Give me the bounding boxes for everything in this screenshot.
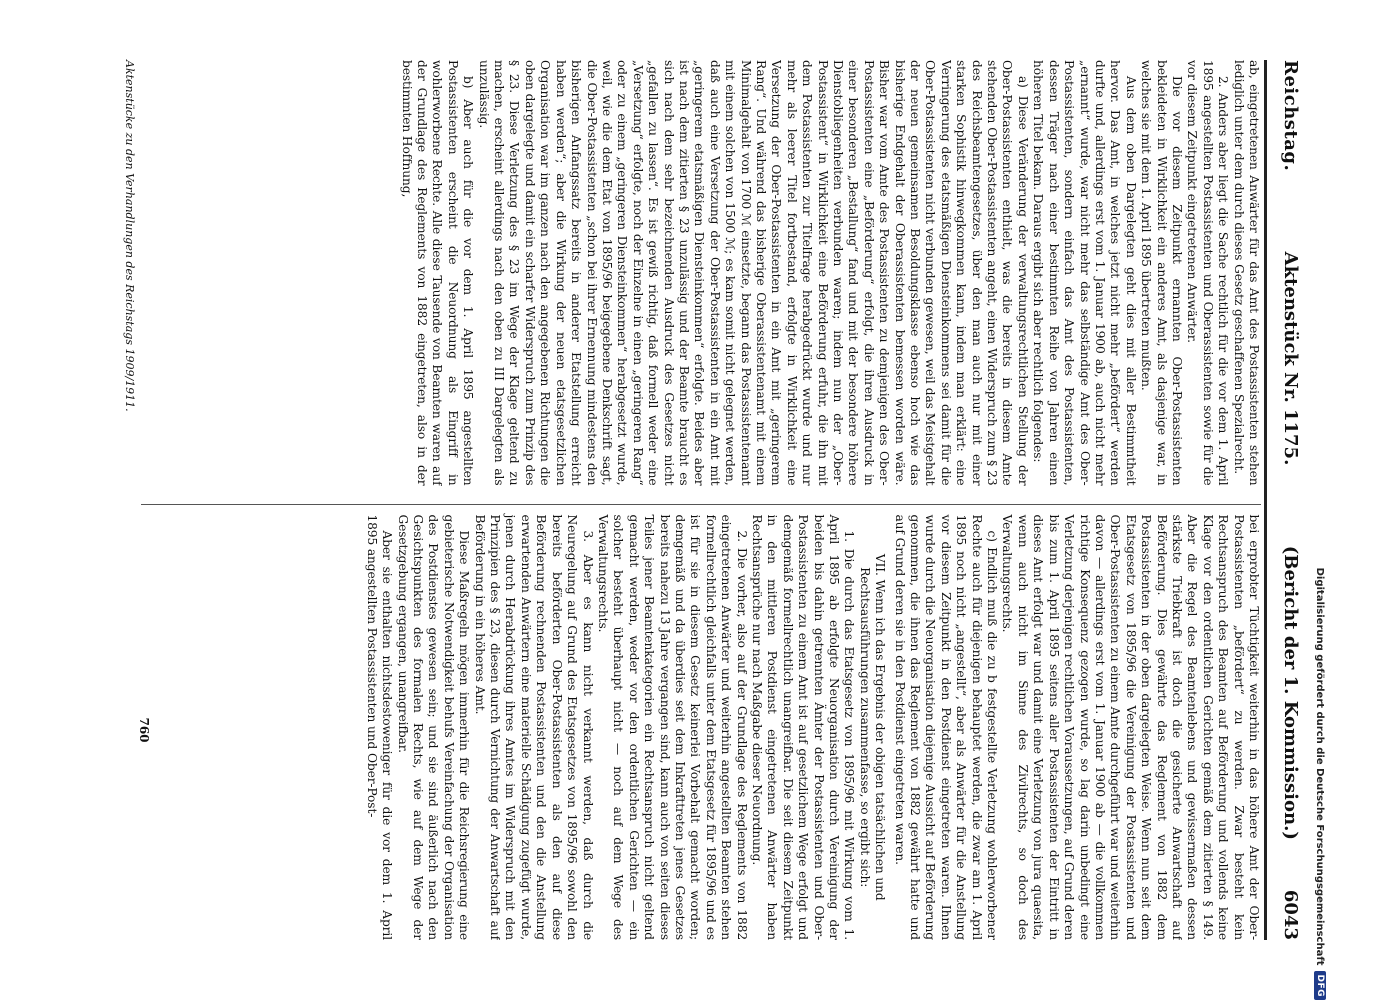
page-content xyxy=(1,60,1301,940)
paragraph: 1. Die durch das Etatsgesetz von 1895/96 mit Wirkung vom 1. April 1895 ab erfolgte Neuorganisation durch Vereinigung der beiden bis dahin getrennten Ämter der Postassistenten und Ober-Postassistenten zu einem Amt ist auf gesetzlichem Wege erfolgt und demgemäß formellrechtlich unangreifbar. Die seit diesem Zeitpunkt in den mittleren Postdienst eingetretenen Anwärter haben Rechtsansprüche nur nach Maßgabe dieser Neuordnung. xyxy=(750,514,857,940)
header-rule xyxy=(1264,60,1267,940)
paragraph: b) Aber auch für die vor dem 1. April 1895 angestellten Postassistenten erscheint die Neuordnung als Eingriff in wohlerworbene Rechte. Alle diese Tausende von Beamten waren auf der Grundlage des Reglements von 1882 eingetreten, also in der bestimmten Hoffnung, xyxy=(399,60,476,486)
header-right-group xyxy=(1280,546,1301,940)
header-section-title: (Bericht der 1. Kommission.) xyxy=(1280,545,1301,840)
header-document-number: Aktenstück Nr. 1175. xyxy=(1280,251,1301,466)
paragraph: 2. Die vorher, also auf der Grundlage des Reglements von 1882 eingetretenen Anwärter und weiterhin angestellten Beamten stehen formellrechtlich gleichfalls unter dem Etatsgesetz für 1895/96 und es ist für sie in diesem Gesetz keinerlei Vorbehalt gemacht worden; demgemäß und da überdies seit dem Inkrafttreten jenes Gesetzes bereits nahezu 13 Jahre vergangen sind, kann auch von seiten dieses Teiles jener Beamtenkategorien ein Rechtsanspruch nicht geltend gemacht werden, weder vor den ordentlichen Gerichten — ein solcher besteht überhaupt nicht — noch auf dem Wege des Verwaltungsrechts. xyxy=(595,514,749,940)
paragraph: Aus dem oben Dargelegten geht dies mit aller Bestimmtheit hervor. Das Amt, in welches jetzt nicht mehr „befördert“ werden durfte und, allerdings erst vom 1. Januar 1900 ab, auch nicht mehr „ernannt“ wurde, war nicht mehr das selbständige Amt des Ober-Postassistenten, sondern einfach das Amt des Postassistenten, dessen Träger nach einer bestimmten Reihe von Jahren einen höheren Titel bekam. Daraus ergibt sich aber rechtlich folgendes: xyxy=(1031,60,1138,486)
credit-text: Digitalisierung gefördert durch die Deutsche Forschungsgemeinschaft xyxy=(1314,567,1326,966)
digitization-credit xyxy=(1300,0,1340,1000)
page-header xyxy=(1271,60,1301,940)
right-column xyxy=(141,504,1261,941)
paragraph: VII. Wenn ich das Ergebnis der obigen tatsächlichen und Rechtsausführungen zusammenfasse, so ergibt sich: xyxy=(857,553,888,901)
dfg-logo: DFG xyxy=(1314,971,1326,1000)
paragraph: Diese Maßregeln mögen immerhin für die Reichsregierung eine gebieterische Notwendigkeit behufs Vereinfachung der Organisation des Postdienstes gewesen sein; und sie sind äußerlich nach den Gesichtspunkten des formalen Rechts, wie auf dem Wege der Gesetzgebung ergangen, unangreifbar. xyxy=(395,514,472,940)
paragraph: 3. Aber es kann nicht verkannt werden, daß durch die Neuregelung auf Grund des Etatsgesetzes von 1895/96 sowohl den bereits beförderten Ober-Postassistenten als den auf diese Beförderung rechnenden Postassistenten und den die Anstellung erwartenden Anwärtern eine materielle Schädigung zugefügt wurde, jenen durch Herabdrückung ihres Amtes im Widerspruch mit den Prinzipien des § 23, diesen durch Vernichtung der Anwartschaft auf Beförderung in ein höheres Amt. xyxy=(472,514,595,940)
footer-sheet-number: 760 xyxy=(137,717,151,743)
header-left: Reichstag. xyxy=(1280,60,1301,172)
paragraph: bei erprobter Tüchtigkeit weiterhin in das höhere Amt der Ober-Postassistenten „befördert“ zu werden. Zwar besteht kein Rechtsanspruch des Beamten auf Beförderung und vollends keine Klage vor den ordentlichen Gerichten gemäß dem zitierten § 149. Aber die Regel des Beamtenlebens und gewissermaßen dessen stärkste Triebkraft ist doch die gesicherte Anwartschaft auf Beförderung. Dies gewährte das Reglement von 1882 dem Postassistenten in der oben dargelegten Weise. Wenn nun seit dem Etatsgesetz von 1895/96 die Vereinigung der Postassistenten und Ober-Postassistenten zu einem Amte durchgeführt war und weiterhin davon — allerdings erst vom 1. Januar 1900 ab — die vollkommen richtige Konsequenz gezogen wurde, so lag darin unbedingt eine Verletzung derjenigen rechtlichen Voraussetzungen, auf Grund deren bis zum 1. April 1895 seitens aller Postassistenten der Eintritt in dieses Amt erfolgt war und damit eine Verletzung von jura quaesita, wenn auch nicht im Sinne des Zivilrechts, so doch des Verwaltungsrechts. xyxy=(1000,514,1261,940)
paragraph: 2. Anders aber liegt die Sache rechtlich für die vor dem 1. April 1895 angestellten Postassistenten und Oberassistenten sowie für die vor diesem Zeitpunkt eingetretenen Anwärter. xyxy=(1185,60,1231,486)
page-number: 6043 xyxy=(1280,889,1301,940)
paragraph: ab, eingetretenen Anwärter für das Amt des Postassistenten stehen lediglich unter dem durch dieses Gesetz geschaffenen Spezialrecht. xyxy=(1231,60,1261,486)
paragraph: a) Diese Veränderung der verwaltungsrechtlichen Stellung der Ober-Postassistenten enthielt, was die bereits in diesem Amte stehenden Ober-Postassistenten angeht, einen Widerspruch zum § 23 des Reichsbeamtengesetzes, über den man auch nur mit einer starken Sophistik hinwegkommen kann, indem man erklärt: eine Verringerung des etatsmäßigen Diensteinkommens sei damit für die Ober-Postassistenten nicht verbunden gewesen, weil das Meistgehalt der neuen gemeinsamen Besoldungsklasse ebenso hoch wie das bisherige Endgehalt der Oberassistenten bemessen worden wäre. Bisher war vom Amte des Postassistenten zu demjenigen des Ober-Postassistenten eine „Beförderung“ erfolgt, die ihren Ausdruck in einer besonderen „Bestallung“ fand und mit der besondere höhere Dienstobliegenheiten verbunden waren; indem nun der „Ober-Postassistent“ in Wirklichkeit eine Beförderung erfuhr, die ihn mit dem Postassistenten zur Titelfrage herabgedrückt wurde und nur mehr als leerer Titel fortbestand, erfolgte in Wirklichkeit eine Versetzung der Ober-Postassistenten in ein Amt mit „geringerem Rang“. Und während das bisherige Oberassistentenamt mit einem Minimalgehalt von 1700 ℳ einsetzte, begann das Postassistentenamt mit einem solchen von 1500 ℳ; es kam somit nicht gelegnet werden, daß auch eine Versetzung der Ober-Postassistenten in ein Amt mit „geringerem etatsmäßigen Diensteinkommen“ erfolgte. Beides aber ist nach dem zitierten § 23 unzulässig und der Beamte braucht es sich nach dem sehr bezeichnenden Ausdruck des Gesetzes nicht „gefallen zu lassen“. Es ist gewiß richtig, daß formell weder eine „Versetzung“ erfolgte, noch der Einzelne in einen „geringeren Rang“ oder zu einem „geringeren Diensteinkommen“ herabgesetzt wurde, weil, wie die dem Etat von 1895/96 beigegebene Denkschrift sagt, die Ober-Postassistenten „schon bei ihrer Ernennung mindestens den bisherigen Anfangssatz bereits in anderer Etatstellung erreicht haben werden“; aber die Wirkung der neuen etatsgesetzlichen Organisation war im ganzen nach den angegebenen Richtungen die oben dargelegte und damit ein scharfer Widerspruch zum Prinzip des § 23. Diese Verletzung des § 23 im Wege der Klage geltend zu machen, erscheint allerdings nach den oben zu III Dargelegten als unzulässig. xyxy=(476,60,1030,486)
paragraph: Die vor diesem Zeitpunkt ernannten Ober-Postassistenten bekleideten in Wirklichkeit ein anderes Amt, als dasjenige war, in welches sie mit dem 1. April 1895 übertreten mußten. xyxy=(1139,60,1184,486)
left-column xyxy=(141,60,1261,486)
paragraph: c) Endlich muß die zu b festgestellte Verletzung wohlerworbener Rechte auch für diejenigen behauptet werden, die zwar am 1. April 1895 noch nicht „angestellt“, aber als Anwärter für die Anstellung vor diesem Zeitpunkt in den Postdienst eingetreten waren. Ihnen wurde durch die Neuorganisation diejenige Aussicht auf Beförderung genommen, die ihnen das Reglement von 1882 gewährt hatte und auf Grund deren sie in den Postdienst eingetreten waren. xyxy=(892,514,1000,940)
footer-source-note: Aktenstücke zu den Verhandlungen des Reichstags 1909/1911. xyxy=(123,60,136,412)
text-columns xyxy=(141,60,1261,940)
paragraph: Aber sie enthalten nichtsdestoweniger für die vor dem 1. April 1895 angestellten Postassistenten und Ober-Post- xyxy=(364,514,395,940)
